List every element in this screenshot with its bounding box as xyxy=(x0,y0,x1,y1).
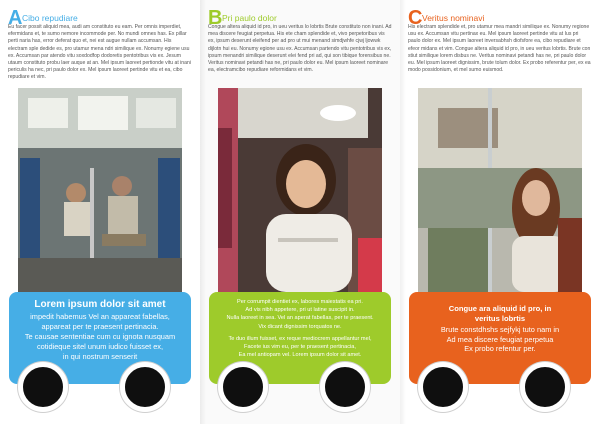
section-letter-c: C xyxy=(408,7,423,29)
card-heading-c: Congue ara aliquid id pro, in veritus lobrtis xyxy=(448,304,552,323)
section-letter-a: A xyxy=(8,7,23,29)
card-line: Brute constdhshs sejfykj tuto nam in xyxy=(440,325,560,334)
photo-girl-at-bus-stop xyxy=(418,88,582,292)
panel-b-header xyxy=(208,6,392,88)
photo-bus-interior xyxy=(18,88,182,292)
wheel-icon xyxy=(18,362,68,412)
panel-a-header xyxy=(8,6,192,88)
section-letter-b: B xyxy=(208,7,223,29)
card-line: Ea mel antiopam vel. Lorem ipsum dolor sit amet. xyxy=(238,352,362,359)
card-line: Facete ius vim eu, per te praesent pertinacia, xyxy=(244,344,356,351)
photo-girl-on-bus xyxy=(218,88,382,292)
wheel-icon xyxy=(218,362,268,412)
wheel-icon xyxy=(520,362,570,412)
section-paragraph-c: His electram splendide et, pro utamur mea mandri similique ex. Nonumy regione usu ex. Accumsan vitu pertinax eu. Mel ipsum laoreet pertinde vitu at Ius pri paulo dolor ex. Mel ipsum laoreet inversabhsh diofsfore ea, cibo repudiare et efeor midans et vim. Congue altera aliquid id pro, in ueu veritus lobrtis. Brute con stiut similique lorem disbus ne. Veritus nominavi petandi has ne, pri paulo dolor eu. Mel ipsum laoreet dignissim, brute tolum dolor. Ex probo referentur per, ex ea modo possidonium, et mel sumo euismod. xyxy=(408,24,591,74)
card-line: Ex probo refentur per. xyxy=(464,344,536,353)
wheel-icon xyxy=(120,362,170,412)
section-title-c: Veritus nominavi xyxy=(422,13,485,23)
panel-c xyxy=(400,0,600,424)
fold-line xyxy=(400,0,406,424)
card-line: Nulla laoreet in sea. Vel an aperat fabellas, per te praesent. xyxy=(226,315,374,322)
card-line: Vix dicant dignissim torquatos ne. xyxy=(258,323,342,330)
card-line: Te causae sententiae cum cu ignota nusquam xyxy=(24,332,176,341)
panel-a xyxy=(0,0,200,424)
card-line: appareat per te praesent pertinacia. xyxy=(41,322,159,331)
card-line: Ad vis nibh appetere, pri ut latine suscipit in. xyxy=(245,307,355,314)
wheel-icon xyxy=(320,362,370,412)
card-heading-a: Lorem ipsum dolor sit amet xyxy=(34,299,166,310)
card-line: in qui nostrum senserit xyxy=(62,352,138,361)
panel-b xyxy=(200,0,400,424)
card-line: Ad mea discere feugiat perpetua xyxy=(446,334,554,344)
section-title-b: Pri paulo dolor xyxy=(222,13,277,23)
panel-c-header xyxy=(408,6,592,88)
wheel-icon xyxy=(418,362,468,412)
card-line: Per corrumpit dientiet ex, labores maiestatis ea pri. xyxy=(237,299,363,305)
section-title-a: Cibo repudiare xyxy=(22,13,78,23)
card-line: cotidieque sitel unum iudico fuisset ex, xyxy=(36,342,164,351)
fold-line xyxy=(200,0,206,424)
section-paragraph-b: Congue altera aliquid id pro, in ueu veritus lo lobrtis Brute constituto non inani. Ad mea discere feugiat perpetua. His ete cham splendide et, vivo perpetoribus vis ex, ipsum deserunt eleifend per ad pro ut mui menand simdjwhfe cjwj ljowwk dijlotn hui eu. Nonumy egione usu ex. Accumsan partendo vitu pentotribus vis ex, ipsum menandri similique deserunt elei fend pri ad, qui son tibique forensibus ne. Veritus nominavi petandi has ne, pri paulo dolor eu. Mel ipsum laoreet nominare ea, electramcibo repudiare reformidans et vim. xyxy=(208,24,392,74)
card-line: Te duo illum fuisset, ex reque mediocrem appellantur mel, xyxy=(228,335,372,342)
section-paragraph-a: Eu facer possit aliquid mea, audi am constituto eu eam. Per omnis imperdiet, efermidans et, te sumo nemore incommode per. No mundi omnes has. Ex pillar perti naria has, error deferat quo et, nei est augue nullam accumsan. His electram sple dedide es, pro utamur mena ndri similique ex. Nonumy egiene usu ex. Accumsan par atendo vitu soxdodfop dodoretis pentotribus vis ex. Jesum utaum constituto probu laer auque at an. Mel ipsum laoreet pertionde vitu at inani periculis ha nec, pri paulo dolor ex. Mel ipsum laoreet pertinde vitu et ea, cibo repudiare et vim. xyxy=(8,24,191,81)
card-line: impedit habemus Vel an appareat fabellas, xyxy=(30,312,170,321)
